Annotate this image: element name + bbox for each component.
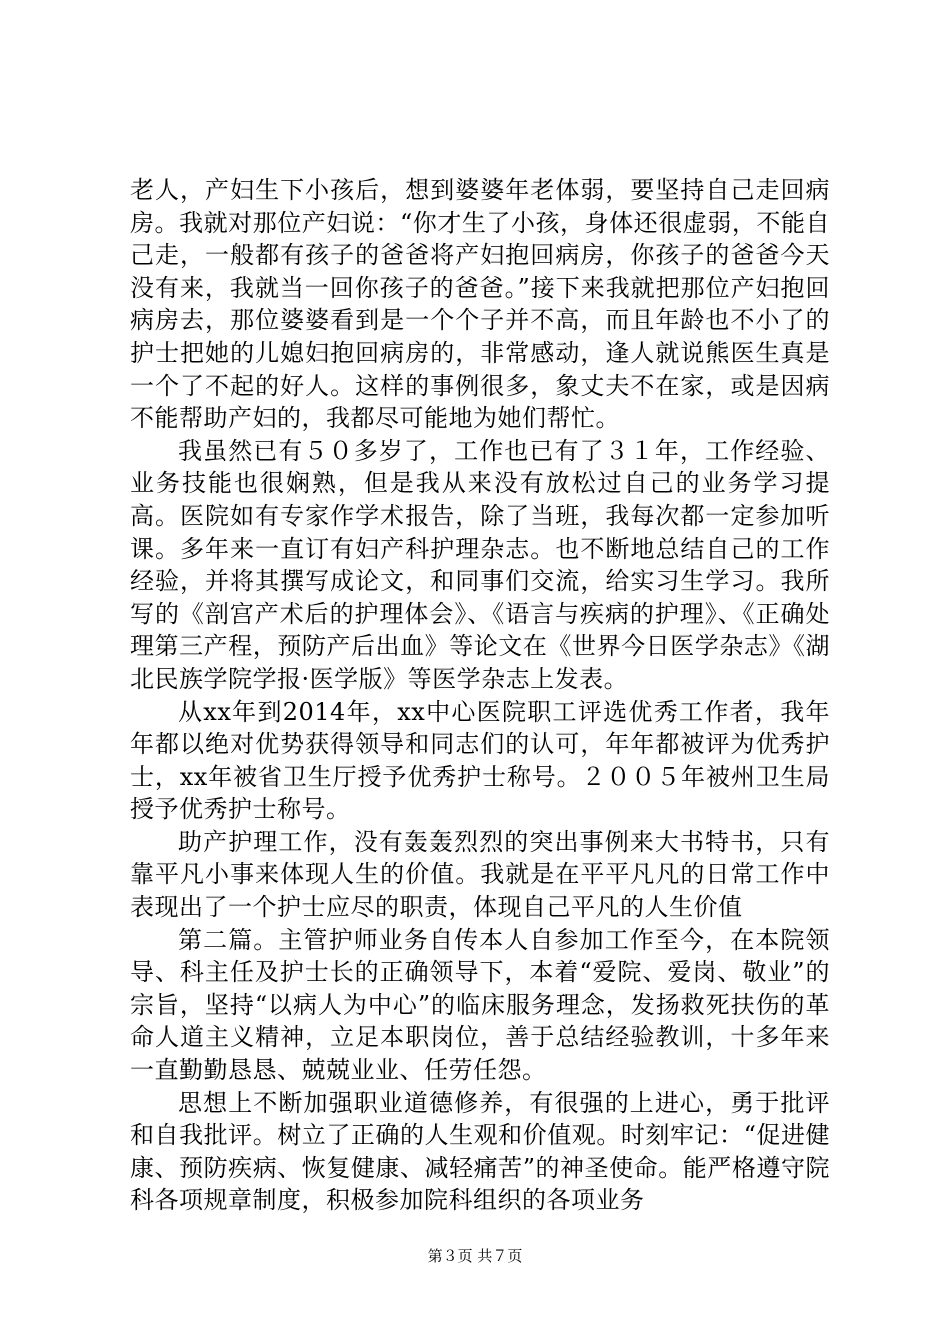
- paragraph-continued: 老人，产妇生下小孩后，想到婆婆年老体弱，要坚持自己走回病房。我就对那位产妇说：“你才生了小孩，身体还很虚弱，不能自己走，一般都有孩子的爸爸将产妇抱回病房，你孩子的爸爸今天没有来，我就当一回你孩子的爸爸。”接下来我就把那位产妇抱回病房去，那位婆婆看到是一个个子并不高，而且年龄也不小了的护士把她的儿媳妇抱回病房的，非常感动，逢人就说熊医生真是一个了不起的好人。这样的事例很多，象丈夫不在家，或是因病不能帮助产妇的，我都尽可能地为她们帮忙。: [130, 176, 830, 433]
- paragraph-values: 助产护理工作，没有轰轰烈烈的突出事例来大书特书，只有靠平凡小事来体现人生的价值。我就是在平平凡凡的日常工作中表现出了一个护士应尽的职责，体现自己平凡的人生价值: [130, 827, 830, 922]
- page-number-footer: 第３页 共７页: [427, 1247, 523, 1265]
- paragraph-second-part: 第二篇。主管护师业务自传本人自参加工作至今，在本院领导、科主任及护士长的正确领导下，本着“爱院、爱岗、敬业”的宗旨，坚持“以病人为中心”的临床服务理念，发扬救死扶伤的革命人道主义精神，立足本职岗位，善于总结经验教训，十多年来一直勤勤恳恳、兢兢业业、任劳任怨。: [130, 925, 830, 1085]
- paragraph-ethics: 思想上不断加强职业道德修养，有很强的上进心，勇于批评和自我批评。树立了正确的人生观和价值观。时刻牢记：“促进健康、预防疾病、恢复健康、减轻痛苦”的神圣使命。能严格遵守院科各项规章制度，积极参加院科组织的各项业务: [130, 1088, 830, 1215]
- paragraph-awards: 从xx年到2014年，xx中心医院职工评选优秀工作者，我年年都以绝对优势获得领导和同志们的认可，年年都被评为优秀护士，xx年被省卫生厅授予优秀护士称号。２００５年被州卫生局授予优秀护士称号。: [130, 697, 830, 824]
- paragraph-experience: 我虽然已有５０多岁了，工作也已有了３１年，工作经验、业务技能也很娴熟，但是我从来没有放松过自己的业务学习提高。医院如有专家作学术报告，除了当班，我每次都一定参加听课。多年来一直订有妇产科护理杂志。也不断地总结自己的工作经验，并将其撰写成论文，和同事们交流，给实习生学习。我所写的《剖宫产术后的护理体会》、《语言与疾病的护理》、《正确处理第三产程，预防产后出血》等论文在《世界今日医学杂志》《湖北民族学院学报·医学版》等医学杂志上发表。: [130, 436, 830, 693]
- document-body: [130, 174, 830, 1217]
